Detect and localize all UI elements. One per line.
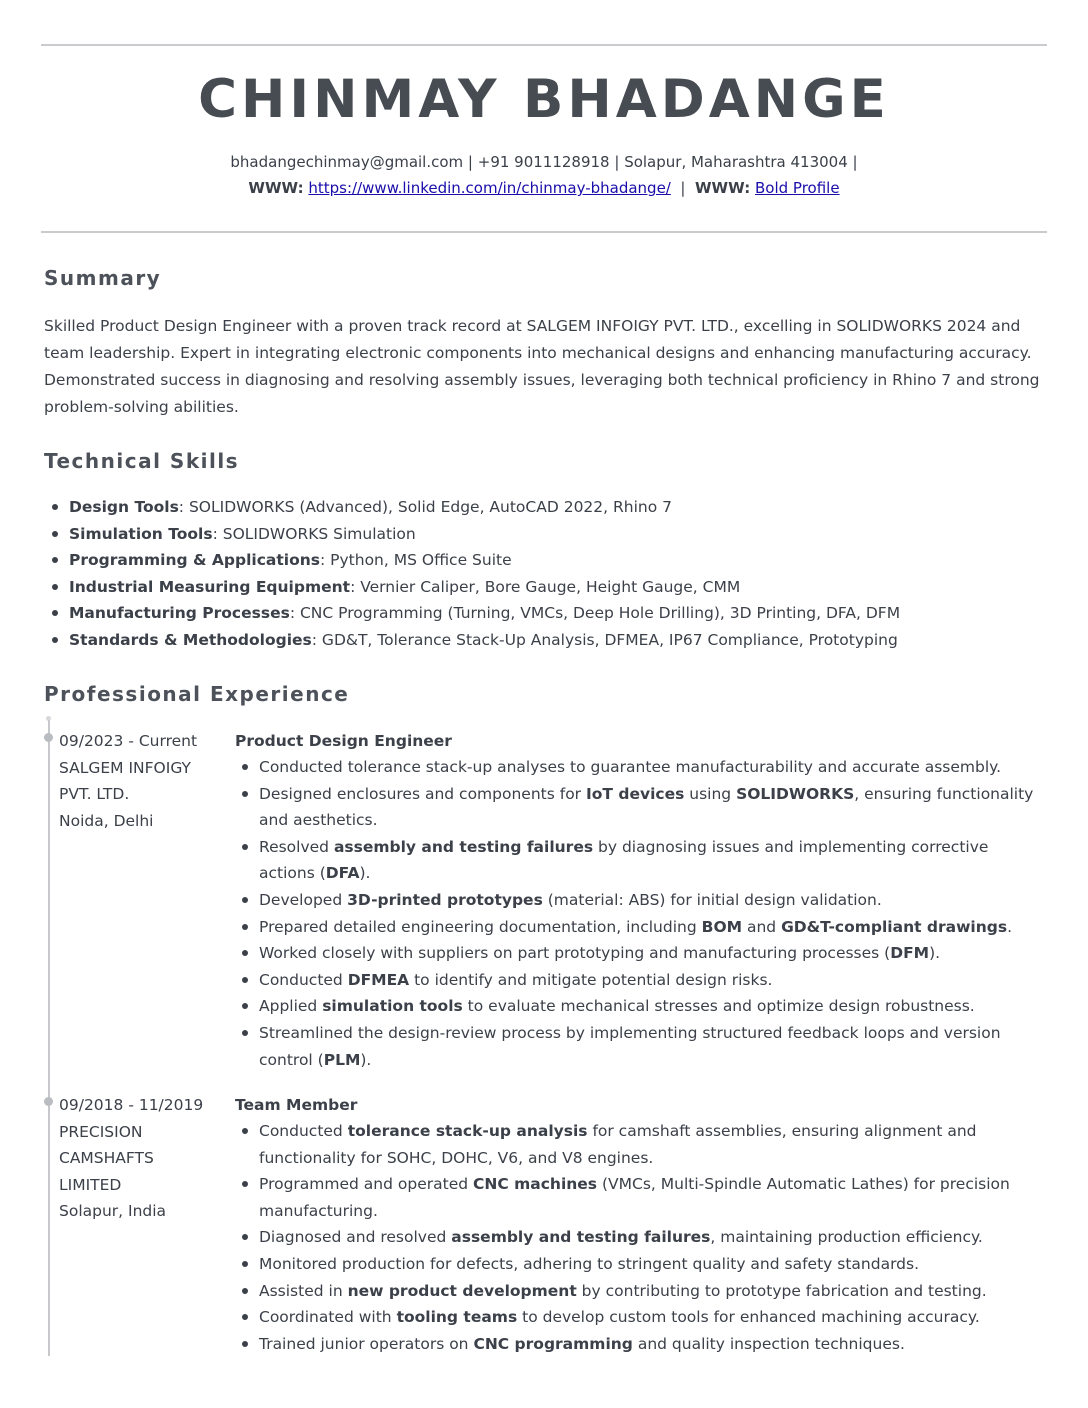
skill-label: Simulation Tools [69, 524, 213, 543]
skill-item [48, 494, 900, 521]
bullet-text: (VMCs, Multi-Spindle Automatic Lathes) for precision manufacturing. [259, 1175, 1010, 1220]
summary-text: Skilled Product Design Engineer with a proven track record at SALGEM INFOIGY PVT. LTD., excelling in SOLIDWORKS 2024 and team leadership. Expert in integrating electronic components into mechanical designs and enhancing manufacturing accuracy. Demonstrated success in diagnosing and resolving assembly issues, leveraging both technical proficiency in Rhino 7 and strong problem-solving abilities. [44, 317, 1040, 416]
bullet-text: Conducted [259, 1122, 348, 1140]
bullet-emphasis: CNC programming [473, 1334, 633, 1353]
job-bullet [238, 1171, 1038, 1224]
company-name-line: SALGEM INFOIGY [59, 758, 192, 777]
bullet-text: Resolved [259, 837, 334, 856]
bullet-text: Prepared detailed engineering documentation, including [259, 917, 702, 936]
bullet-emphasis: tolerance stack-up analysis [347, 1122, 588, 1140]
bold-profile-link[interactable]: Bold Profile [754, 179, 840, 197]
bullet-icon [242, 977, 248, 983]
bullet-text: . [1007, 917, 1013, 936]
job-location: Solapur, India [59, 1202, 167, 1221]
job-meta [59, 1092, 229, 1225]
bullet-icon [242, 1128, 248, 1134]
bullet-icon [52, 531, 58, 537]
bullet-text: Monitored production for defects, adhering to stringent quality and safety standards. [259, 1254, 920, 1273]
bullet-emphasis: DFM [890, 944, 930, 963]
bullet-icon [242, 1234, 248, 1240]
job-bullet [238, 914, 1038, 941]
job-bullet [238, 967, 1038, 994]
skill-item [48, 574, 900, 601]
skill-item [48, 600, 900, 627]
skill-value: : CNC Programming (Turning, VMCs, Deep Hole Drilling), 3D Printing, DFA, DFM [289, 604, 901, 623]
bullet-text: by contributing to prototype fabrication and testing. [576, 1281, 987, 1300]
bullet-text: Applied [259, 997, 323, 1016]
bullet-emphasis: tooling teams [396, 1308, 518, 1327]
bullet-text: Conducted [259, 970, 348, 989]
skill-label: Programming & Applications [69, 551, 320, 570]
skill-value: : Python, MS Office Suite [320, 551, 512, 570]
bullet-icon [242, 1030, 248, 1036]
bullet-text: to evaluate mechanical stresses and optimize design robustness. [462, 997, 975, 1016]
skill-value: : SOLIDWORKS Simulation [212, 524, 416, 543]
bullet-icon [242, 897, 248, 903]
bullet-emphasis: simulation tools [322, 997, 463, 1016]
bullet-emphasis: DFA [325, 864, 360, 883]
bullet-text: to identify and mitigate potential design risks. [409, 970, 773, 989]
linkedin-link[interactable]: https://www.linkedin.com/in/chinmay-bhadange/ [308, 179, 671, 197]
bullet-text: Streamlined the design-review process by implementing structured feedback loops and version control ( [259, 1023, 1001, 1069]
top-divider [41, 44, 1047, 46]
experience-heading: Professional Experience [44, 682, 350, 706]
bullet-text: Developed [259, 890, 348, 909]
skill-label: Design Tools [69, 498, 179, 516]
bullet-text: to develop custom tools for enhanced machining accuracy. [517, 1308, 980, 1327]
bullet-icon [242, 791, 248, 797]
company-name-line: LIMITED [59, 1175, 122, 1194]
bullet-emphasis: PLM [323, 1050, 361, 1069]
skill-value: : SOLIDWORKS (Advanced), Solid Edge, AutoCAD 2022, Rhino 7 [178, 498, 672, 516]
www-label: WWW: [248, 179, 304, 197]
job-bullet-list [238, 754, 1038, 1073]
link-separator: | [680, 179, 686, 197]
job-dates: 09/2023 - Current [59, 732, 198, 750]
job-bullet [238, 754, 1038, 781]
job-bullet [238, 1118, 1038, 1171]
skill-item [48, 547, 900, 574]
job-meta [59, 728, 229, 834]
job-bullet [238, 1331, 1038, 1358]
header-divider [41, 231, 1047, 233]
skill-label: Industrial Measuring Equipment [69, 577, 351, 596]
job-bullet [238, 1304, 1038, 1331]
bullet-icon [52, 557, 58, 563]
skills-list [48, 494, 900, 654]
experience-timeline [48, 720, 50, 1356]
skill-value: : Vernier Caliper, Bore Gauge, Height Gauge, CMM [350, 577, 741, 596]
bullet-icon [242, 1314, 248, 1320]
bullet-text: ). [359, 864, 371, 883]
bullet-emphasis: SOLIDWORKS [736, 784, 855, 803]
technical-skills-heading: Technical Skills [44, 449, 240, 473]
bullet-emphasis: DFMEA [347, 970, 410, 989]
bullet-text: Conducted tolerance stack-up analyses to guarantee manufacturability and accurate assembly. [259, 758, 1002, 776]
skill-value: : GD&T, Tolerance Stack-Up Analysis, DFMEA, IP67 Compliance, Prototyping [311, 630, 898, 649]
bullet-icon [52, 504, 58, 510]
skill-label: Standards & Methodologies [69, 630, 312, 649]
bullet-icon [242, 1003, 248, 1009]
bullet-emphasis: GD&T-compliant drawings [781, 917, 1008, 936]
bullet-text: using [684, 784, 737, 803]
timeline-marker [44, 733, 53, 742]
bullet-text: Worked closely with suppliers on part prototyping and manufacturing processes ( [259, 944, 891, 963]
bullet-text: ). [360, 1050, 372, 1069]
bullet-text: (material: ABS) for initial design validation. [542, 890, 882, 909]
bullet-icon [242, 1341, 248, 1347]
bullet-icon [52, 637, 58, 643]
job-bullet [238, 1020, 1038, 1073]
job-bullet [238, 834, 1038, 887]
bullet-icon [242, 764, 248, 770]
bullet-icon [242, 1181, 248, 1187]
bullet-text: Diagnosed and resolved [259, 1228, 452, 1247]
bullet-emphasis: assembly and testing failures [333, 837, 594, 856]
bullet-text: and quality inspection techniques. [632, 1334, 905, 1353]
bullet-emphasis: assembly and testing failures [451, 1228, 711, 1247]
job-bullet [238, 940, 1038, 967]
bullet-icon [242, 844, 248, 850]
bullet-icon [242, 1288, 248, 1294]
bullet-text: for camshaft assemblies, ensuring alignment and functionality for SOHC, DOHC, V6, and V8 engines. [259, 1122, 977, 1167]
summary-heading: Summary [44, 266, 162, 290]
bullet-text: ). [929, 944, 941, 963]
job-location: Noida, Delhi [59, 811, 154, 830]
skill-label: Manufacturing Processes [69, 604, 290, 623]
bullet-icon [52, 584, 58, 590]
job-title: Product Design Engineer [235, 732, 452, 750]
bullet-text: , ensuring functionality and aesthetics. [259, 784, 1034, 830]
company-name-line: CAMSHAFTS [59, 1149, 154, 1168]
bullet-text: Designed enclosures and components for [259, 784, 586, 803]
bullet-icon [242, 950, 248, 956]
web-links-line [0, 177, 1088, 199]
candidate-name: CHINMAY BHADANGE [198, 69, 890, 130]
www-label: WWW: [695, 179, 751, 197]
job-bullet-list [238, 1118, 1038, 1357]
bullet-text: Programmed and operated [259, 1175, 473, 1194]
bullet-icon [242, 1261, 248, 1267]
job-bullet [238, 1278, 1038, 1305]
timeline-marker [44, 1097, 53, 1106]
bullet-text: Coordinated with [259, 1308, 397, 1327]
job-bullet [238, 781, 1038, 834]
skill-item [48, 627, 900, 654]
bullet-icon [52, 610, 58, 616]
job-title: Team Member [235, 1096, 358, 1114]
bullet-emphasis: CNC machines [473, 1175, 598, 1194]
job-bullet [238, 1224, 1038, 1251]
bullet-text: Trained junior operators on [259, 1334, 474, 1353]
bullet-icon [242, 924, 248, 930]
bullet-text: and [742, 917, 782, 936]
company-name-line: PRECISION [59, 1122, 143, 1141]
contact-block [0, 151, 1088, 199]
bullet-text: , maintaining production efficiency. [710, 1228, 983, 1247]
job-bullet [238, 1251, 1038, 1278]
bullet-text: by diagnosing issues and implementing corrective actions ( [259, 837, 989, 883]
bullet-emphasis: BOM [701, 917, 743, 936]
job-bullet [238, 887, 1038, 914]
bullet-emphasis: IoT devices [585, 784, 685, 803]
skill-item [48, 521, 900, 548]
contact-line: bhadangechinmay@gmail.com | +91 9011128918 | Solapur, Maharashtra 413004 | [230, 153, 858, 171]
job-dates: 09/2018 - 11/2019 [59, 1096, 204, 1114]
bullet-emphasis: new product development [347, 1281, 577, 1300]
bullet-emphasis: 3D-printed prototypes [347, 890, 543, 909]
company-name-line: PVT. LTD. [59, 785, 130, 804]
job-bullet [238, 993, 1038, 1020]
bullet-text: Assisted in [259, 1281, 348, 1300]
